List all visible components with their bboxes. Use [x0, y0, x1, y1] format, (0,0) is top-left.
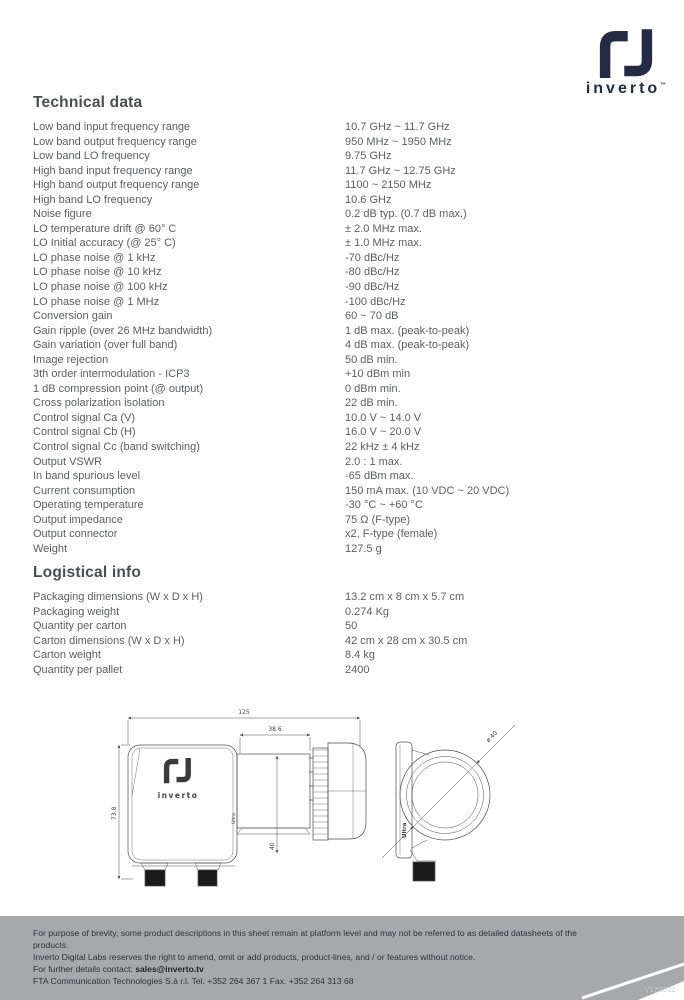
spec-label: Output connector [33, 528, 118, 541]
spec-value: 22 dB min. [345, 397, 398, 410]
spec-row [33, 527, 663, 542]
lnb-front-view [382, 725, 515, 881]
spec-row [33, 251, 663, 266]
spec-row [33, 324, 663, 339]
spec-row [33, 605, 663, 620]
spec-row [33, 236, 663, 251]
spec-row [33, 164, 663, 179]
dim-neck-height-label: 40 [269, 842, 276, 850]
spec-value: 0.2 dB typ. (0.7 dB max.) [345, 208, 467, 221]
spec-row [33, 120, 663, 135]
footer-contact [33, 963, 354, 987]
spec-value: 22 kHz ± 4 kHz [345, 441, 420, 454]
dim-body-height-label: 73.8 [111, 806, 118, 820]
inverto-logo [582, 24, 670, 98]
f-connector-1 [145, 870, 165, 886]
spec-row [33, 280, 663, 295]
spec-label: LO temperature drift @ 60° C [33, 222, 177, 235]
spec-label: Cross polarization isolation [33, 397, 165, 410]
spec-label: Control signal Cc (band switching) [33, 441, 200, 454]
spec-value: x2, F-type (female) [345, 528, 438, 541]
spec-value: 0 dBm min. [345, 382, 401, 395]
lnb-side-view [119, 718, 366, 886]
company-line: FTA Communication Technologies S.à r.l. Tel. +352 264 367 1 Fax. +352 264 313 68 [33, 976, 354, 986]
contact-email: sales@inverto.tv [135, 964, 204, 974]
spec-row [33, 484, 663, 499]
logistical-info-heading: Logistical info [33, 564, 142, 581]
spec-value: 50 [345, 620, 358, 633]
spec-value: ± 1.0 MHz max. [345, 237, 422, 250]
dim-overall-width-label: 125 [238, 709, 250, 716]
body-logo-rt-icon [167, 758, 189, 783]
spec-row [33, 469, 663, 484]
technical-drawing [95, 698, 565, 913]
spec-row [33, 663, 663, 678]
logistical-info-section [33, 564, 663, 677]
body-side-label: Ultra [232, 813, 237, 824]
spec-label: Packaging dimensions (W x D x H) [33, 591, 203, 603]
disclaimer-line-1: For purpose of brevity, some product descriptions in this sheet remain at platform level and may not be referred to as detailed datasheets of the products. [33, 928, 577, 950]
spec-value: 10.0 V ~ 14.0 V [345, 411, 422, 424]
spec-value: -65 dBm max. [345, 470, 414, 483]
logistical-info-table [33, 590, 663, 677]
spec-label: Low band input frequency range [33, 121, 191, 133]
spec-row [33, 193, 663, 208]
technical-data-section [33, 94, 663, 556]
spec-value: 10.7 GHz ~ 11.7 GHz [345, 121, 450, 133]
spec-row [33, 455, 663, 470]
spec-label: Quantity per pallet [33, 663, 123, 676]
technical-data-table [33, 120, 663, 556]
spec-value: 10.6 GHz [345, 193, 392, 206]
spec-value: 2.0 : 1 max. [345, 455, 403, 468]
spec-value: -30 °C ~ +60 °C [345, 499, 423, 512]
spec-value: 950 MHz ~ 1950 MHz [345, 135, 452, 148]
spec-value: 8.4 kg [345, 649, 375, 662]
spec-label: Quantity per carton [33, 620, 127, 633]
spec-label: Image rejection [33, 353, 109, 366]
technical-data-heading: Technical data [33, 94, 143, 111]
spec-label: Current consumption [33, 484, 136, 497]
inverto-wordmark: inverto™ [585, 80, 667, 97]
dim-feed-diameter-label: ø 40 [484, 729, 500, 745]
spec-row [33, 648, 663, 663]
spec-label: Conversion gain [33, 310, 113, 323]
spec-label: Carton dimensions (W x D x H) [33, 634, 185, 647]
lnb-body-outline [128, 745, 237, 863]
spec-label: High band input frequency range [33, 164, 193, 177]
footer-disclaimer [33, 927, 613, 963]
spec-label: Operating temperature [33, 499, 144, 512]
spec-label: Carton weight [33, 649, 101, 662]
version-code: V170621 [644, 987, 676, 994]
front-f-connector [413, 862, 435, 881]
spec-row [33, 590, 663, 605]
spec-label: Output VSWR [33, 455, 103, 468]
spec-value: 0.274 Kg [345, 605, 390, 618]
spec-row [33, 634, 663, 649]
spec-label: High band output frequency range [33, 179, 200, 192]
spec-row [33, 513, 663, 528]
spec-label: Control signal Cb (H) [33, 426, 136, 439]
spec-row [33, 619, 663, 634]
spec-label: Control signal Ca (V) [33, 411, 136, 424]
spec-label: Gain variation (over full band) [33, 339, 178, 352]
spec-label: LO Initial accuracy (@ 25° C) [33, 237, 176, 250]
dim-feed-offset-label: 38.6 [268, 726, 282, 733]
f-connector-2 [198, 870, 217, 886]
inverto-rt-logo-icon [595, 24, 657, 78]
spec-value: 127.5 g [345, 542, 382, 555]
lnb-skew-ring [313, 748, 328, 840]
spec-value: 11.7 GHz ~ 12.75 GHz [345, 164, 456, 177]
spec-label: LO phase noise @ 100 kHz [33, 281, 168, 294]
spec-row [33, 178, 663, 193]
trademark-symbol: ™ [660, 82, 667, 89]
spec-value: 16.0 V ~ 20.0 V [345, 426, 422, 439]
spec-row [33, 149, 663, 164]
lnb-neck-outline [237, 754, 310, 828]
spec-label: LO phase noise @ 1 kHz [33, 251, 156, 264]
spec-value: -70 dBc/Hz [345, 251, 400, 264]
spec-row [33, 353, 663, 368]
spec-row [33, 367, 663, 382]
spec-row [33, 265, 663, 280]
spec-value: -100 dBc/Hz [345, 295, 406, 308]
spec-label: LO phase noise @ 10 kHz [33, 266, 162, 279]
spec-value: 42 cm x 28 cm x 30.5 cm [345, 634, 468, 647]
front-plate-outline [396, 742, 412, 858]
spec-value: 150 mA max. (10 VDC ~ 20 VDC) [345, 484, 510, 497]
body-logo-wordmark: inverto [157, 791, 199, 800]
spec-value: ± 2.0 MHz max. [345, 222, 422, 235]
spec-row [33, 207, 663, 222]
spec-label: Packaging weight [33, 605, 120, 618]
spec-label: High band LO frequency [33, 193, 153, 206]
spec-row [33, 425, 663, 440]
spec-label: Weight [33, 542, 68, 555]
spec-label: Gain ripple (over 26 MHz bandwidth) [33, 324, 213, 337]
spec-row [33, 411, 663, 426]
spec-value: +10 dBm min [345, 368, 411, 381]
spec-label: Low band output frequency range [33, 135, 197, 148]
spec-value: 4 dB max. (peak-to-peak) [345, 339, 470, 352]
contact-line: For further details contact: sales@inverto.tv [33, 964, 204, 974]
spec-value: 1100 ~ 2150 MHz [345, 179, 432, 192]
footer-band [0, 916, 684, 1000]
spec-value: -80 dBc/Hz [345, 266, 400, 279]
spec-value: 50 dB min. [345, 353, 398, 366]
spec-row [33, 338, 663, 353]
spec-row [33, 542, 663, 557]
dim-feed-offset [240, 735, 310, 753]
disclaimer-line-2: Inverto Digital Labs reserves the right to amend, omit or add products, product-lines, and / or features without notice. [33, 952, 476, 962]
spec-value: 13.2 cm x 8 cm x 5.7 cm [345, 591, 465, 603]
spec-label: Noise figure [33, 208, 92, 221]
spec-value: 1 dB max. (peak-to-peak) [345, 324, 470, 337]
spec-label: 1 dB compression point (@ output) [33, 382, 204, 395]
spec-value: 9.75 GHz [345, 150, 392, 163]
spec-row [33, 498, 663, 513]
spec-label: 3th order intermodulation - ICP3 [33, 368, 190, 381]
spec-row [33, 295, 663, 310]
spec-value: -90 dBc/Hz [345, 281, 400, 294]
plate-side-label: Ultra [402, 822, 408, 838]
spec-label: Output impedance [33, 513, 123, 526]
spec-value: 2400 [345, 663, 370, 676]
spec-label: LO phase noise @ 1 MHz [33, 295, 160, 308]
spec-label: Low band LO frequency [33, 150, 150, 163]
spec-row [33, 135, 663, 150]
spec-row [33, 382, 663, 397]
spec-label: In band spurious level [33, 470, 141, 483]
spec-value: 75 Ω (F-type) [345, 513, 411, 526]
spec-value: 60 ~ 70 dB [345, 310, 399, 323]
dim-overall-width [128, 718, 360, 746]
spec-row [33, 440, 663, 455]
spec-row [33, 222, 663, 237]
spec-row [33, 309, 663, 324]
spec-row [33, 396, 663, 411]
